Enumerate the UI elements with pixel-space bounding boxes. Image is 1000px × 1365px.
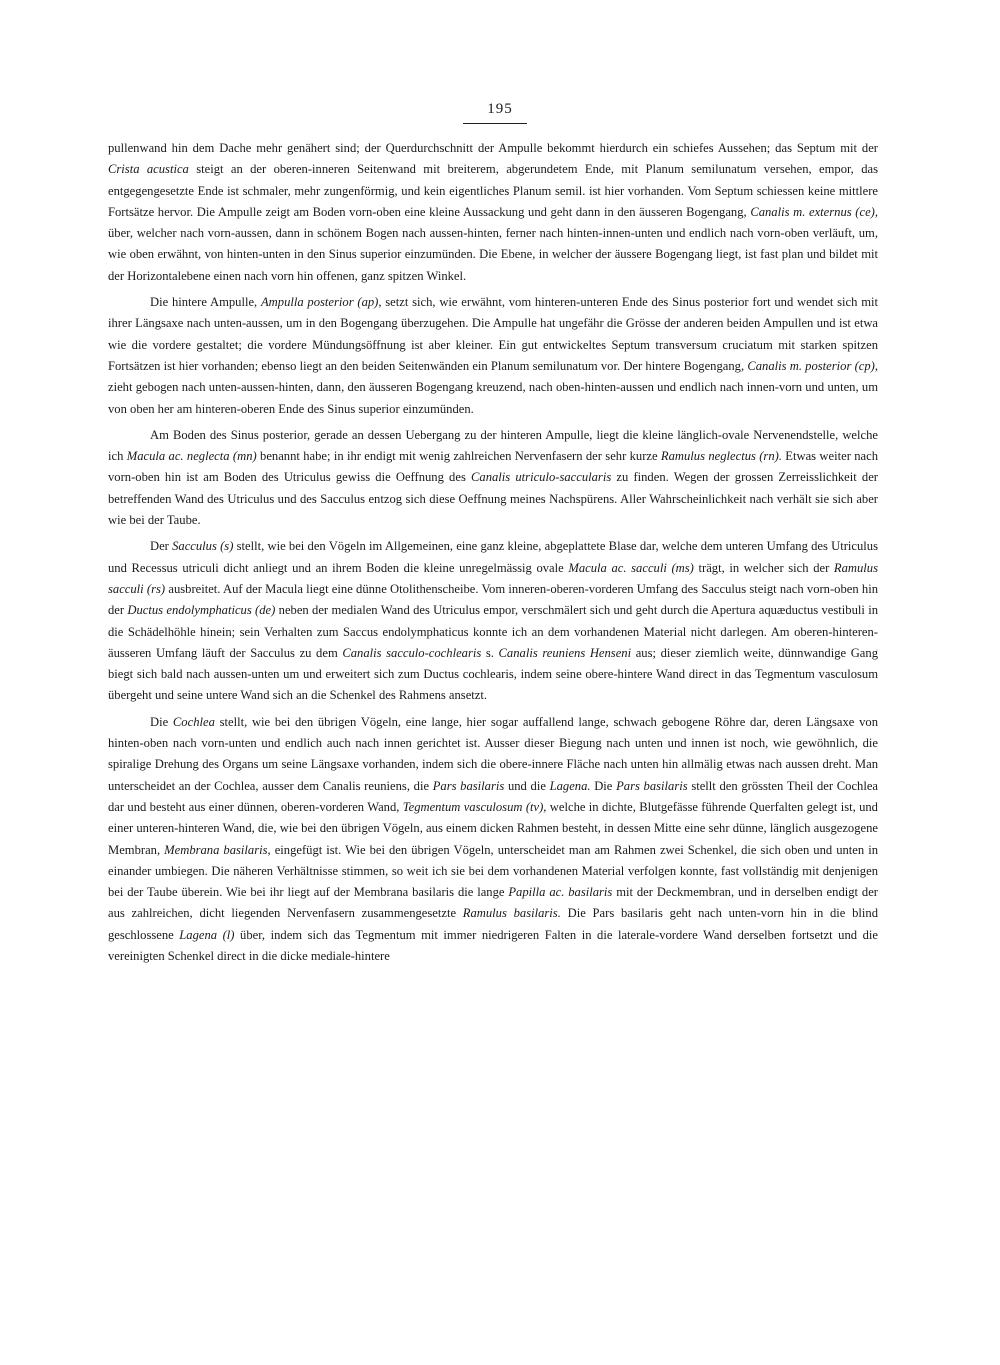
italic-term: Ductus endolymphaticus (de) xyxy=(127,603,276,618)
italic-term: Crista acustica xyxy=(108,162,189,177)
text-run: stellt den grössten Theil der Cochlea dar und besteht aus einer dünnen, oberen-vorderen Wand, xyxy=(108,778,879,814)
text-run: ausbreitet. Auf der Macula liegt eine dünne Otolithenscheibe. Vom inneren-oberen-vorderen Umfang des Sacculus steigt nach vorn-oben hin der xyxy=(108,581,878,618)
italic-term: Canalis reuniens Henseni xyxy=(498,645,632,660)
text-run: Der xyxy=(150,539,173,554)
italic-term: Macula ac. sacculi (ms) xyxy=(568,560,694,575)
italic-term: Pars basilaris xyxy=(616,778,688,793)
text-run: stellt, wie bei den Vögeln im Allgemeinen, eine ganz kleine, abgeplattete Blase dar, welche dem unteren Umfang des Utriculus und Recessus utriculi dicht anliegt und an ihrem Boden die kleine unregelmässig ovale xyxy=(108,539,878,575)
italic-term: Sacculus (s) xyxy=(172,539,234,554)
italic-term: Ramulus basilaris. xyxy=(462,906,561,921)
italic-term: Papilla ac. basilaris xyxy=(508,885,613,900)
paragraph xyxy=(108,536,878,706)
text-run: benannt habe; in ihr endigt mit wenig zahlreichen Nervenfasern der sehr kurze xyxy=(256,449,661,464)
text-run: setzt sich, wie erwähnt, vom hinteren-unteren Ende des Sinus posterior fort und wendet sich mit ihrer Längsaxe nach unten-aussen, um in den Bogengang überzugehen. Die Ampulle hat ungefähr die Grösse der anderen beiden Ampullen und ist etwa wie die vordere gestaltet; die vordere Mündungsöffnung ist aber kleiner. Ein gut entwickeltes Septum transversum cruciatum mit starken spitzen Fortsätzen ist hier vorhanden; ebenso liegt an den beiden Seitenwänden ein Planum semilunatum vor. Der hintere Bogengang, xyxy=(108,295,878,373)
text-run: und die xyxy=(504,778,550,793)
paragraph xyxy=(108,425,878,531)
page-number-rule xyxy=(463,123,527,124)
italic-term: Cochlea xyxy=(172,714,215,729)
italic-term: Lagena (l) xyxy=(179,927,235,942)
italic-term: Ramulus sacculi (rs) xyxy=(108,560,878,596)
text-run: Die Pars basilaris geht nach unten-vorn hin in die blind geschlossene xyxy=(108,906,878,942)
text-run: Die xyxy=(150,714,173,729)
text-run: stellt, wie bei den übrigen Vögeln, eine lange, hier sogar auffallend lange, schwach gebogene Röhre dar, deren Längsaxe von hinten-oben nach vorn-unten und endlich auch nach innen gerichtet ist. Ausser dieser Biegung nach unten und innen ist noch, wie gewöhnlich, die spiralige Drehung des Organs um seine Längsaxe vorhanden, indem sich die obere-innere Fläche nach unten hin allmälig etwas nach aussen dreht. Man unterscheidet an der Cochlea, ausser dem Canalis reuniens, die xyxy=(108,714,878,793)
text-run: eingefügt ist. Wie bei den übrigen Vögeln, unterscheidet man am Rahmen zwei Schenkel, die sich oben und unten in einander umbiegen. Die näheren Verhältnisse stimmen, so weit ich sie bei dem vorhandenen Material verfolgen konnte, fast vollständig mit denjenigen bei der Taube überein. Wie bei ihr liegt auf der Membrana basilaris die lange xyxy=(108,842,879,900)
body-text xyxy=(108,138,878,972)
text-run: steigt an der oberen-inneren Seitenwand mit breiterem, abgerundetem Ende, mit Planum semilunatum versehen, empor, das entgegengesetzte Ende ist schmaler, mehr zungenförmig, und kein eigentliches Planum semil. ist hier vorhanden. Vom Septum schiessen keine mittlere Fortsätze hervor. Die Ampulle zeigt am Boden vorn-oben eine kleine Aussackung und geht dann in den äusseren Bogengang, xyxy=(108,162,878,219)
text-run: s. xyxy=(481,645,499,660)
text-run: Die xyxy=(590,778,617,793)
text-run: über, welcher nach vorn-aussen, dann in schönem Bogen nach aussen-hinten, ferner nach hinten-innen-unten und endlich nach vorn-oben verläuft, um, wie oben erwähnt, von hinten-unten in den Sinus superior einzumünden. Die Ebene, in welcher der äussere Bogengang liegt, ist fast plan und bildet mit der Horizontalebene einen nach vorn hin offenen, ganz spitzen Winkel. xyxy=(108,226,878,283)
italic-term: Tegmentum vasculosum (tv), xyxy=(402,799,547,814)
italic-term: Lagena. xyxy=(549,778,591,793)
italic-term: Canalis utriculo-saccularis xyxy=(471,470,612,485)
text-run: pullenwand hin dem Dache mehr genähert sind; der Querdurchschnitt der Ampulle bekommt hierdurch ein schiefes Aussehen; das Septum mit der xyxy=(108,141,878,155)
text-run: Die hintere Ampulle, xyxy=(150,295,261,310)
paragraph xyxy=(108,292,878,420)
paragraph xyxy=(108,712,878,968)
text-run: über, indem sich das Tegmentum mit immer niedrigeren Falten in die laterale-vordere Wand derselben fortsetzt und die vereinigten Schenkel direct in die dicke mediale-hintere xyxy=(108,927,878,963)
text-run: aus; dieser ziemlich weite, dünnwandige Gang biegt sich bald nach aussen-unten um und erweitert sich zum Ductus cochlearis, indem seine obere-hintere Wand direct in das Tegmentum vasculosum übergeht und seine untere Wand sich an die Schenkel des Rahmens ansetzt. xyxy=(108,645,878,703)
text-run: neben der medialen Wand des Utriculus empor, verschmälert sich und geht durch die Apertura aquæductus vestibuli in die Schädelhöhle hinein; sein Verhalten zum Saccus endolymphaticus konnte ich an dem vorhandenen Material nicht darlegen. Am oberen-hinteren-äusseren Umfang läuft der Sacculus zu dem xyxy=(108,603,879,660)
text-run: Am Boden des Sinus posterior, gerade an dessen Uebergang zu der hinteren Ampulle, liegt die kleine länglich-ovale Nervenendstelle, welche ich xyxy=(108,427,878,464)
page-number: 195 xyxy=(487,101,513,117)
italic-term: Membrana basilaris, xyxy=(164,842,271,857)
text-run: zieht gebogen nach unten-aussen-hinten, dann, den äusseren Bogengang kreuzend, nach oben-hinten-aussen und endlich nach innen-vorn und unten, um von oben her am hinteren-oberen Ende des Sinus superior einzumünden. xyxy=(108,380,878,416)
italic-term: Canalis m. posterior (cp), xyxy=(747,358,878,373)
italic-term: Canalis sacculo-cochlearis xyxy=(342,645,482,660)
italic-term: Pars basilaris xyxy=(432,778,505,793)
italic-term: Macula ac. neglecta (mn) xyxy=(126,449,257,464)
italic-term: Ramulus neglectus (rn). xyxy=(660,449,782,464)
paragraph xyxy=(108,138,878,287)
text-run: trägt, in welcher sich der xyxy=(693,560,834,575)
text-run: zu finden. Wegen der grossen Zerreisslichkeit der betreffenden Wand des Utriculus und des Sacculus entzog sich diese Oeffnung meines Nachspürens. Aller Wahrscheinlichkeit nach verhält sie sich aber wie bei der Taube. xyxy=(108,470,878,528)
text-run: Etwas weiter nach vorn-oben hin ist am Boden des Utriculus gewiss die Oeffnung des xyxy=(108,449,878,485)
italic-term: Ampulla posterior (ap), xyxy=(260,295,382,310)
italic-term: Canalis m. externus (ce), xyxy=(750,204,878,219)
text-run: mit der Deckmembran, und in derselben endigt der aus zahlreichen, dicht liegenden Nervenfasern zusammengesetzte xyxy=(108,885,878,921)
text-run: welche in dichte, Blutgefässe führende Querfalten gelegt ist, und einer unteren-hinteren Wand, die, wie bei den übrigen Vögeln, aus einem dicken Rahmen besteht, in dessen Mitte eine sehr dünne, länglich ausgezogene Membran, xyxy=(108,799,878,857)
